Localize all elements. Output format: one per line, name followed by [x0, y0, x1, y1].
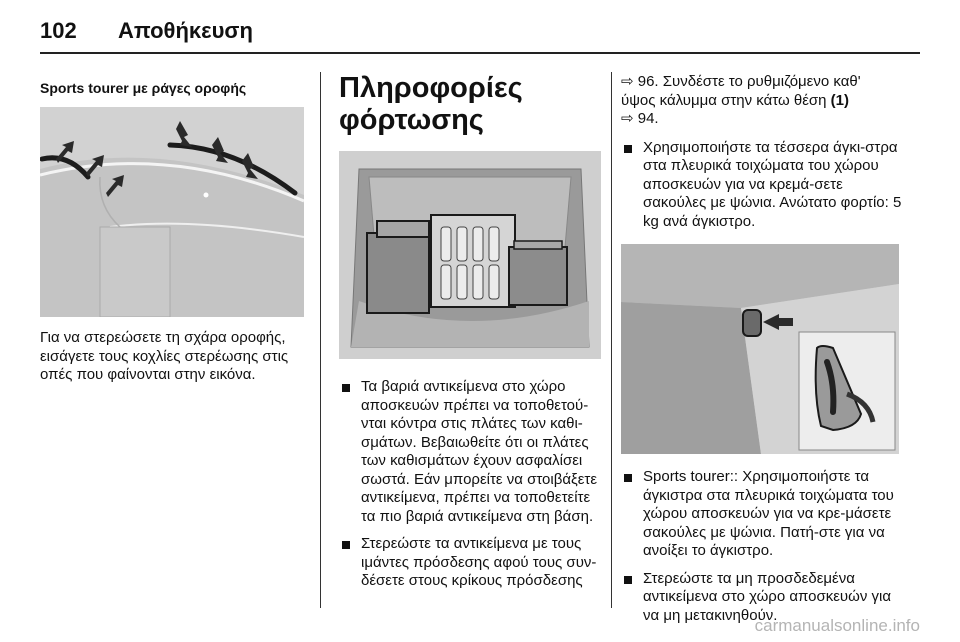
- bullet-sports-tourer-hooks-text: Sports tourer:: Χρησιμοποιήστε τα άγκιστρα στα πλευρικά τοιχώματα του χώρου αποσκευών για να κρε-μάσετε σακούλες με ψώνια. Πατή-στε για να ανοίξει το άγκιστρο.: [643, 468, 894, 559]
- roof-rails-paragraph: Για να στερεώσετε τη σχάρα οροφής, εισάγετε τους κοχλίες στερέωσης στις οπές που φαίνονται στην εικόνα.: [40, 329, 289, 383]
- bullet-lashing-straps: [339, 535, 601, 591]
- page-number: 102: [40, 18, 77, 43]
- continued-line-3: ⇨ 94.: [621, 110, 659, 127]
- bullet-square-icon: [624, 474, 632, 482]
- bullet-sports-tourer-hooks: [621, 468, 903, 561]
- bullet-heavy-items: [339, 378, 601, 526]
- bullet-square-icon: [624, 145, 632, 153]
- subheading-roof-rails: Sports tourer με ράγες οροφής: [40, 80, 247, 96]
- bullet-heavy-items-text: Τα βαριά αντικείμενα στο χώρο αποσκευών πρέπει να τοποθετού-νται κόντρα στις πλάτες των καθι-σμάτων. Βεβαιωθείτε ότι οι πλάτες των καθισμάτων έχουν ασφαλίσει σωστά. Εάν μπορείτε να στοιβάξετε αντικείμενα, πρέπει να τοποθετείτε τα πιο βαριά αντικείμενα στη βάση.: [361, 378, 598, 525]
- cargo-loading-illustration: [339, 151, 601, 359]
- column-3: [621, 72, 903, 625]
- watermark: carmanualsonline.info: [754, 616, 920, 635]
- position-label: (1): [830, 91, 850, 109]
- bullet-four-hooks-text: Χρησιμοποιήστε τα τέσσερα άγκι-στρα στα πλευρικά τοιχώματα του χώρου αποσκευών για να κρεμά-σετε σακούλες με ψώνια. Ανώτατο φορτίο: 5 kg ανά άγκιστρο.: [643, 138, 902, 230]
- column-1: [40, 72, 304, 385]
- continued-paragraph: [621, 73, 903, 129]
- bullet-lashing-straps-text: Στερεώστε τα αντικείμενα με τους ιμάντες πρόσδεσης αφού τους συν-δέσετε στους κρίκους πρόσδεσης: [361, 535, 597, 589]
- continued-line-1: ⇨ 96. Συνδέστε το ρυθμιζόμενο καθ': [621, 73, 861, 90]
- continued-line-2: ύψος κάλυμμα στην κάτω θέση: [621, 91, 831, 109]
- roof-rails-illustration: [40, 107, 304, 317]
- heading-loading-info-line1: Πληροφορίες: [339, 72, 523, 104]
- bullet-four-hooks: [621, 139, 903, 232]
- bullet-square-icon: [342, 541, 350, 549]
- section-title: Αποθήκευση: [118, 18, 253, 43]
- page-header: [40, 14, 920, 54]
- bullet-square-icon: [342, 384, 350, 392]
- column-divider-1: [320, 72, 321, 608]
- bullet-square-icon: [624, 576, 632, 584]
- header-rule: [40, 52, 920, 54]
- bag-hook-illustration: [621, 244, 899, 454]
- bullet-secure-items-text: Στερεώστε τα μη προσδεδεμένα αντικείμενα στο χώρο αποσκευών για να μη μετακινηθούν.: [643, 569, 892, 624]
- column-divider-2: [611, 72, 612, 608]
- heading-loading-info-line2: φόρτωσης: [339, 104, 484, 136]
- column-2: [339, 72, 601, 591]
